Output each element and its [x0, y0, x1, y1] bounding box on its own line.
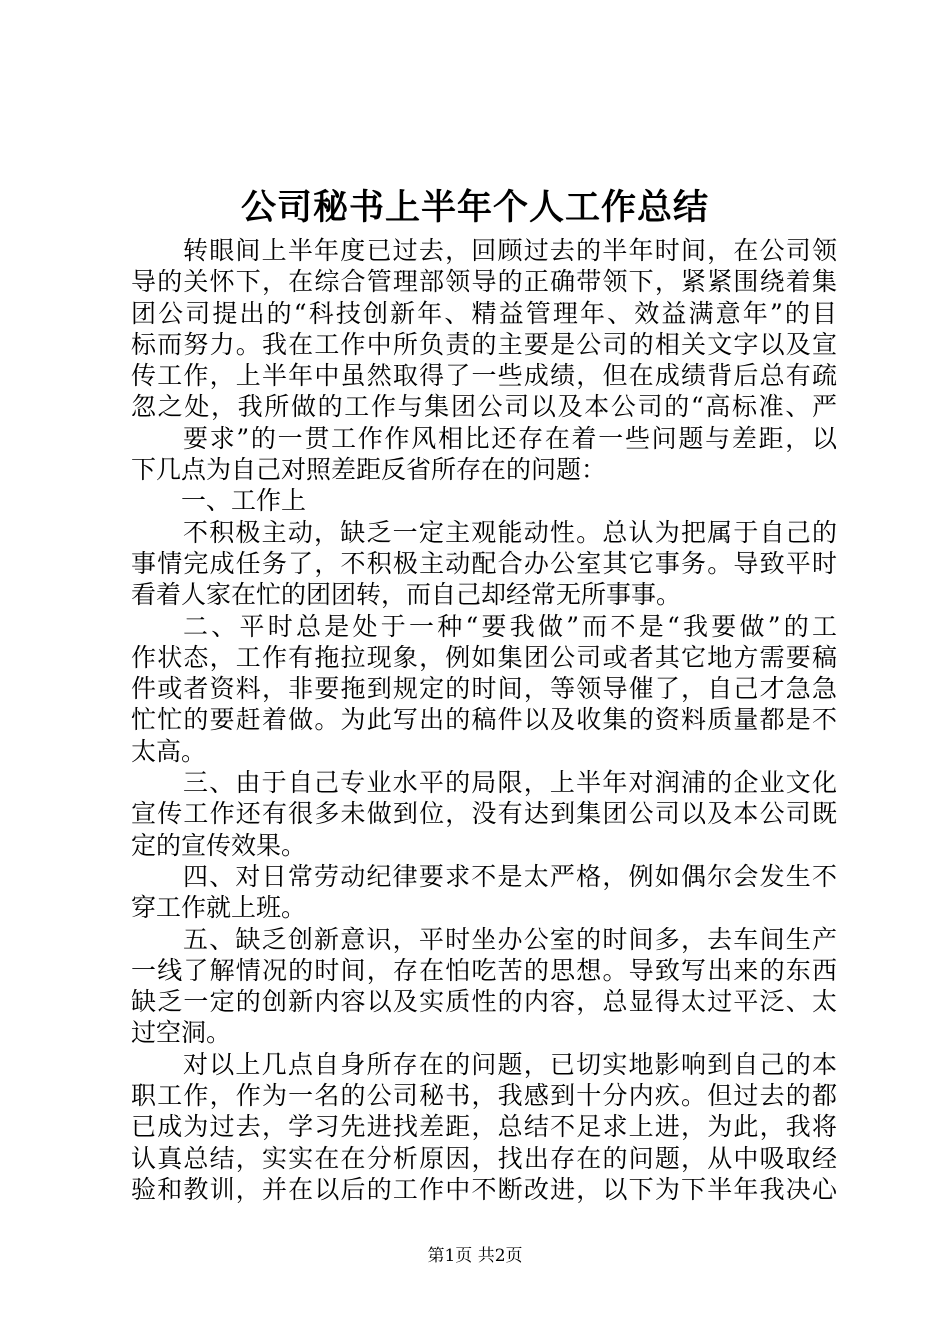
- text-line: 职工作，作为一名的公司秘书，我感到十分内疚。但过去的都: [131, 1081, 837, 1111]
- text-line: 验和教训，并在以后的工作中不断改进，以下为下半年我决心: [131, 1174, 837, 1204]
- text-line: 作状态，工作有拖拉现象，例如集团公司或者其它地方需要稿: [131, 642, 837, 672]
- text-line: 缺乏一定的创新内容以及实质性的内容，总显得太过平泛、太: [131, 987, 837, 1017]
- section-heading: 一、工作上: [181, 486, 307, 516]
- text-line: 忙忙的要赶着做。为此写出的稿件以及收集的资料质量都是不: [131, 705, 837, 735]
- text-line: 宣传工作还有很多未做到位，没有达到集团公司以及本公司既: [131, 799, 837, 829]
- text-line: 不积极主动，缺乏一定主观能动性。总认为把属于自己的: [183, 517, 837, 547]
- text-line: 认真总结，实实在在分析原因，找出存在的问题，从中吸取经: [131, 1143, 837, 1173]
- text-line: 忽之处，我所做的工作与集团公司以及本公司的“高标准、严: [131, 392, 837, 422]
- text-line: 三、由于自己专业水平的局限，上半年对润浦的企业文化: [183, 768, 837, 798]
- text-line: 标而努力。我在工作中所负责的主要是公司的相关文字以及宣: [131, 329, 837, 359]
- text-line: 件或者资料，非要拖到规定的时间，等领导催了，自己才急急: [131, 674, 837, 704]
- page-footer: 第1页 共2页: [427, 1246, 523, 1266]
- document-body: [131, 235, 837, 1205]
- text-line: 传工作，上半年中虽然取得了一些成绩，但在成绩背后总有疏: [131, 361, 837, 391]
- text-line: 要求”的一贯工作作风相比还存在着一些问题与差距，以: [183, 423, 837, 453]
- text-line: 穿工作就上班。: [131, 893, 307, 923]
- text-line: 团公司提出的“科技创新年、精益管理年、效益满意年”的目: [131, 298, 837, 328]
- text-line: 定的宣传效果。: [131, 830, 307, 860]
- document-title: 公司秘书上半年个人工作总结: [240, 187, 709, 228]
- text-line: 二、平时总是处于一种“要我做”而不是“我要做”的工: [183, 611, 837, 641]
- text-line: 导的关怀下，在综合管理部领导的正确带领下，紧紧围绕着集: [131, 267, 837, 297]
- text-line: 下几点为自己对照差距反省所存在的问题：: [131, 455, 607, 485]
- text-line: 事情完成任务了，不积极主动配合办公室其它事务。导致平时: [131, 548, 837, 578]
- text-line: 转眼间上半年度已过去，回顾过去的半年时间，在公司领: [183, 236, 837, 265]
- text-line: 看着人家在忙的团团转，而自己却经常无所事事。: [131, 580, 682, 610]
- text-line: 过空洞。: [131, 1018, 232, 1048]
- text-line: 五、缺乏创新意识，平时坐办公室的时间多，去车间生产: [183, 924, 837, 954]
- text-line: 一线了解情况的时间，存在怕吃苦的思想。导致写出来的东西: [131, 955, 837, 985]
- text-line: 四、对日常劳动纪律要求不是太严格，例如偶尔会发生不: [183, 861, 837, 891]
- text-line: 对以上几点自身所存在的问题，已切实地影响到自己的本: [183, 1049, 837, 1079]
- text-line: 已成为过去，学习先进找差距，总结不足求上进，为此，我将: [131, 1112, 837, 1142]
- text-line: 太高。: [131, 736, 207, 766]
